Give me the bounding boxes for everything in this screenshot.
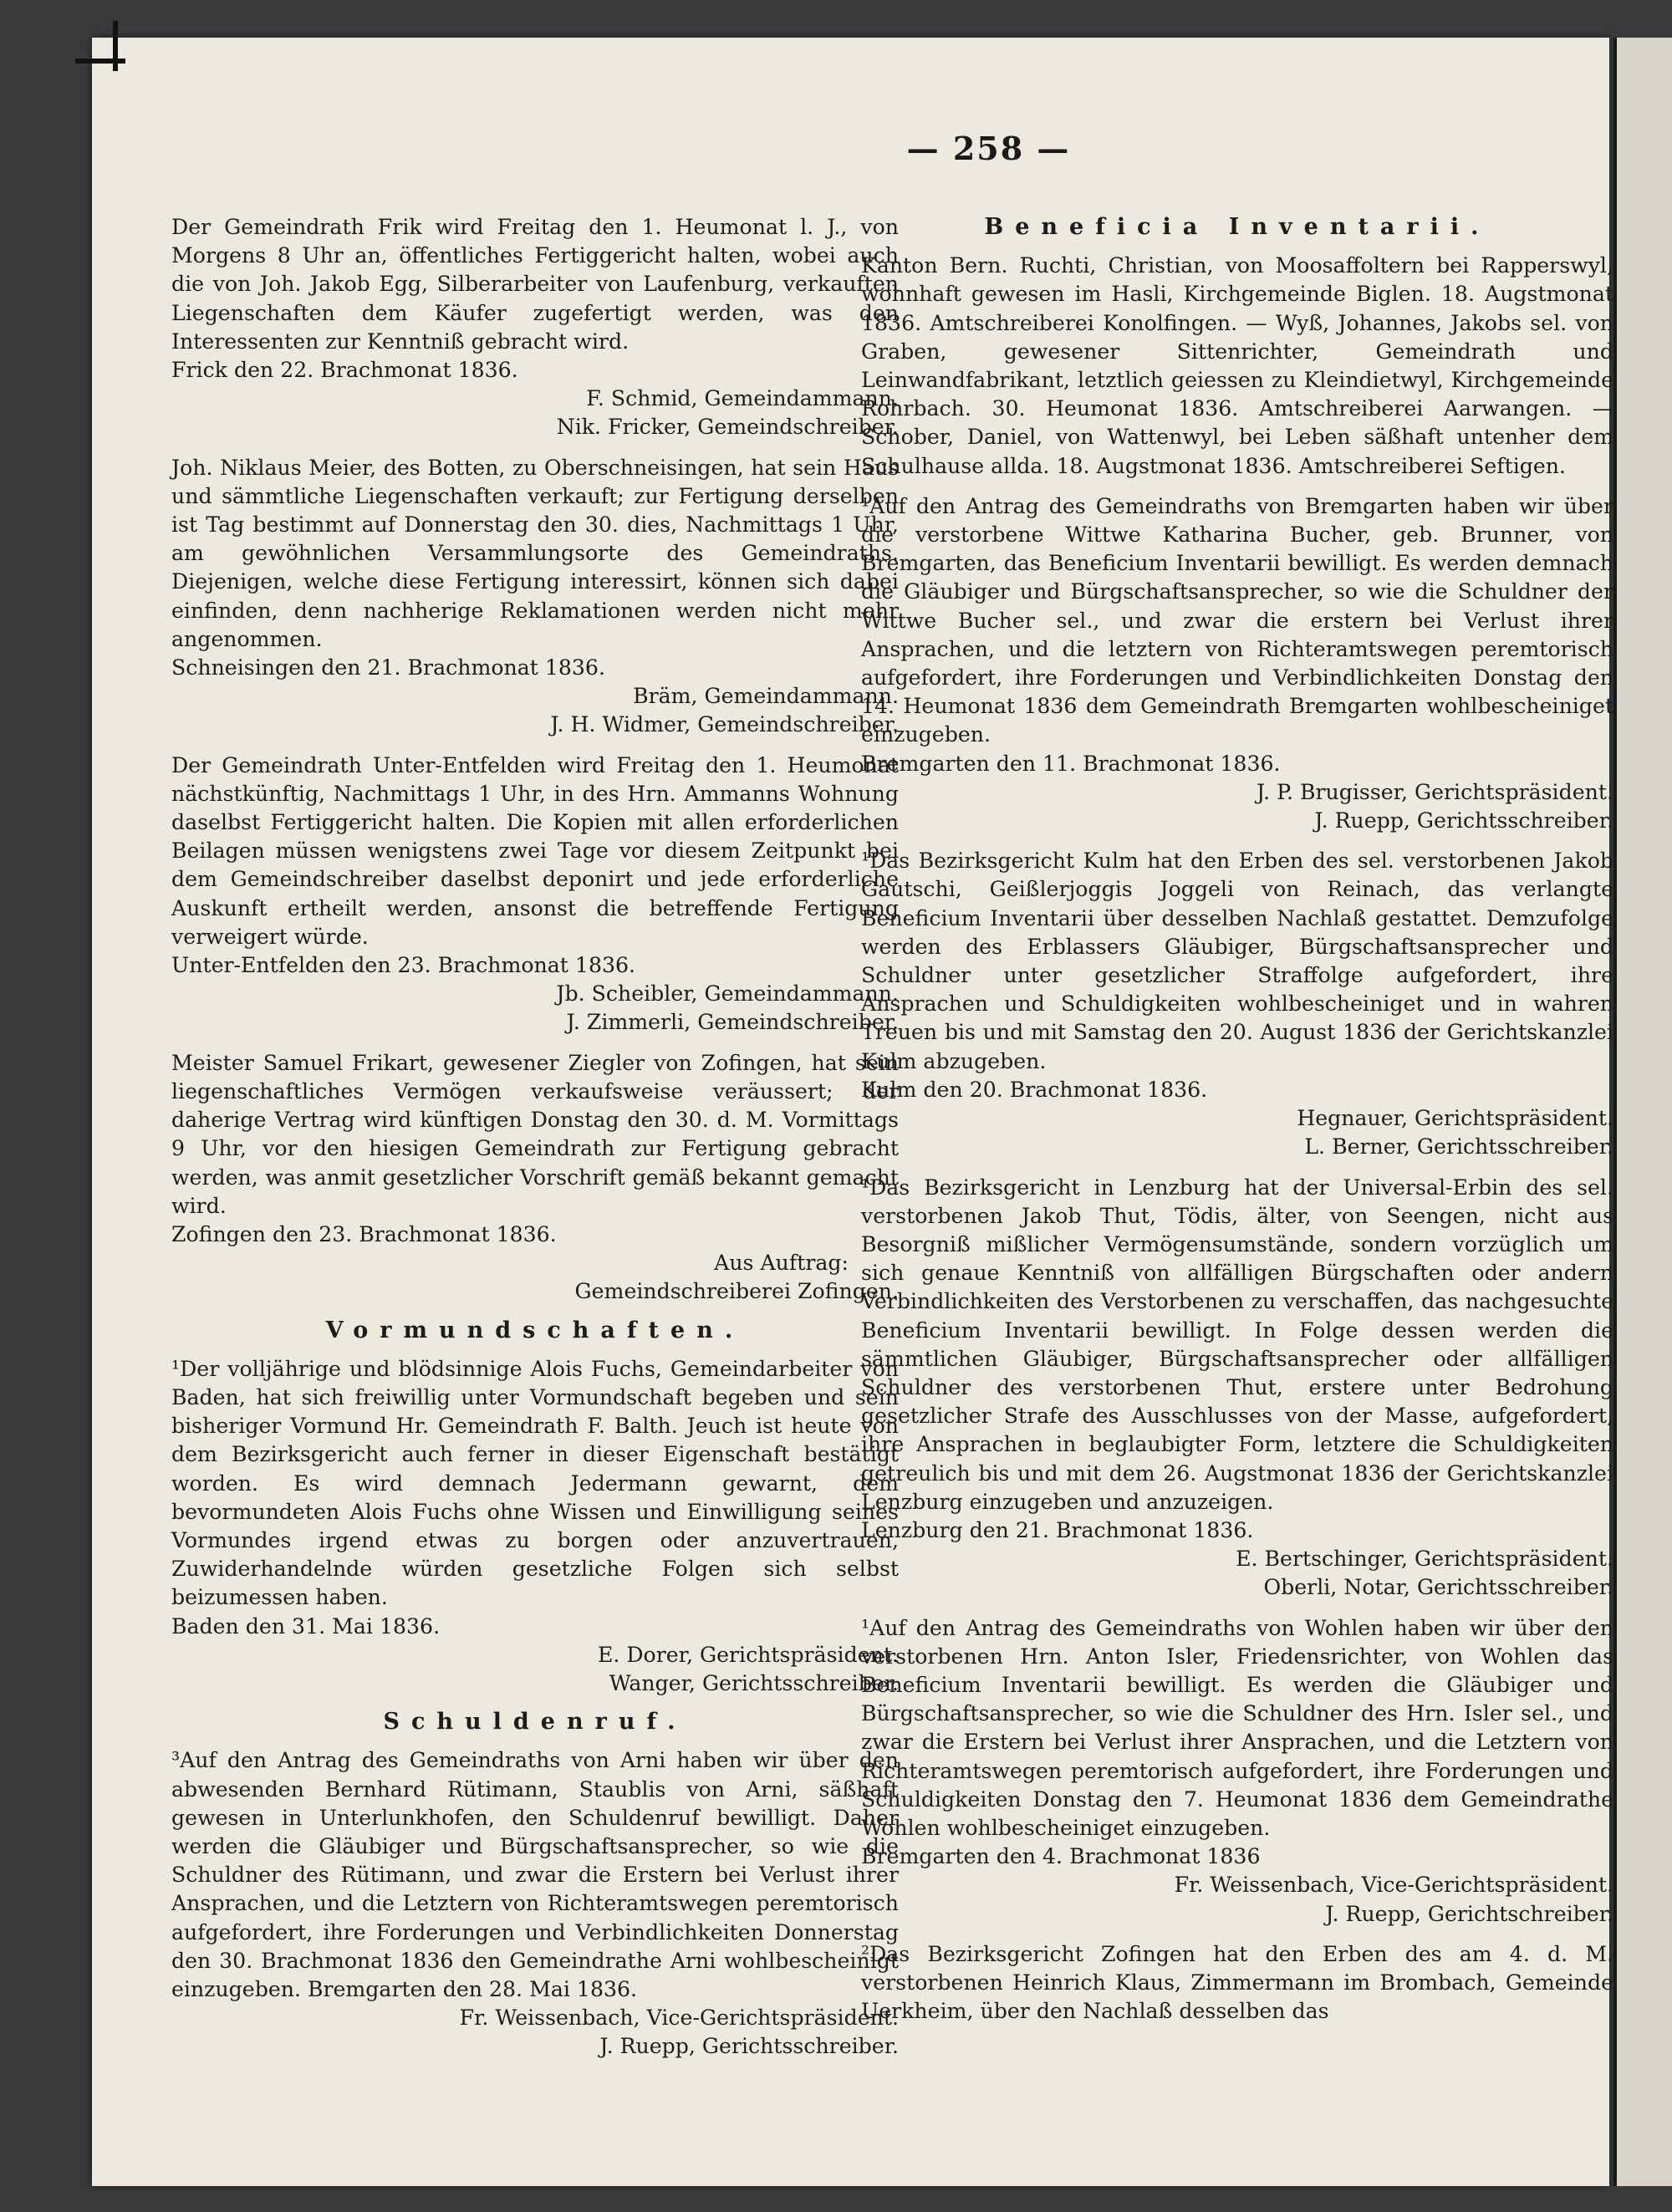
notice-entfelden-signature-2: J. Zimmerli, Gemeindschreiber.: [566, 1010, 899, 1035]
notice-zofingen-place-date: Zofingen den 23. Brachmonat 1836.: [171, 1221, 557, 1246]
notice-gautschi-text: ¹Das Bezirksgericht Kulm hat den Erben des sel. verstorbenen Jakob Gautschi, Geißlerjoggis Joggeli von Reinach, das verlangte Beneficium Inventarii über desselben Nachlaß gestattet. Demzufolge werden des Erblassers Gläubiger, Bürgschaftsansprecher und Schuldner unter gesetzlicher Straffolge aufgefordert, ihre Ansprachen und Schuldigkeiten wohlbescheiniget und in wahren Treuen bis und mit Samstag den 20. August 1836 der Gerichtskanzlei Kulm abzugeben.: [861, 849, 1613, 1073]
notice-zofingen-text: Meister Samuel Frikart, gewesener Ziegler von Zofingen, hat sein liegenschaftliches Vermögen verkaufsweise veräussert; der daherige Vertrag wird künftigen Donstag den 30. d. M. Vormittags 9 Uhr, vor den hiesigen Gemeindrath zur Fertigung gebracht werden, was anmit gesetzlicher Vorschrift gemäß bekannt gemacht wird.: [171, 1050, 899, 1218]
newspaper-page: [92, 38, 1613, 2186]
notice-fuchs-text: ¹Der volljährige und blödsinnige Alois Fuchs, Gemeindarbeiter von Baden, hat sich freiwillig unter Vormundschaft begeben und sein bisheriger Vormund Hr. Gemeindrath F. Balth. Jeuch ist heute von dem Bezirksgericht auch ferner in dieser Eigenschaft bestätigt worden. Es wird demnach Jedermann gewarnt, dem bevormundeten Alois Fuchs ohne Wissen und Einwilligung seines Vormundes irgend etwas zu borgen oder anzuvertrauen, Zuwiderhandelnde würden gesetzliche Folgen sich selbst beizumessen haben.: [171, 1356, 899, 1610]
notice-fuchs-place-date: Baden den 31. Mai 1836.: [171, 1613, 441, 1639]
notice-entfelden-signature-1: Jb. Scheibler, Gemeindammann.: [556, 981, 899, 1007]
notice-ruetimann-text: ³Auf den Antrag des Gemeindraths von Arni haben wir über den abwesenden Bernhard Rütimann, Staublis von Arni, säßhaft gewesen in Unterlunkhofen, den Schuldenruf bewilligt. Daher werden die Gläubiger und Bürgschaftsansprecher, so wie die Schuldner des Rütimann, und zwar die Erstern bei Verlust ihrer Ansprachen, und die Letztern von Richteramtswegen peremtorisch aufgefordert, ihre Forderungen und Verbindlichkeiten Donnerstag den 30. Brachmonat 1836 den Gemeindrathe Arni wohlbescheinigt einzugeben. Bremgarten den 28. Mai 1836.: [171, 1748, 899, 2001]
notice-gautschi-signature-2: L. Berner, Gerichtsschreiber.: [1304, 1134, 1613, 1160]
right-column: [861, 213, 1613, 2026]
notice-fuchs-signature-2: Wanger, Gerichtsschreiber.: [609, 1670, 899, 1695]
notice-ruetimann-signature-1: Fr. Weissenbach, Vice-Gerichtspräsident.: [459, 2006, 899, 2031]
notice-zofingen-signature-2: Gemeindschreiberei Zofingen.: [574, 1279, 899, 1304]
left-column: [171, 213, 899, 2062]
notice-isler-signature-2: J. Ruepp, Gerichtschreiber.: [1325, 1901, 1613, 1926]
notice-gautschi-signature-1: Hegnauer, Gerichtspräsident.: [1297, 1106, 1613, 1131]
notice-entfelden-text: Der Gemeindrath Unter-Entfelden wird Freitag den 1. Heumonat nächstkünftig, Nachmittags 1 Uhr, in des Hrn. Ammanns Wohnung daselbst Fertiggericht halten. Die Kopien mit allen erforderlichen Beilagen müssen wenigstens zwei Tage vor diesem Zeitpunkt bei dem Gemeindschreiber daselbst deponirt und jede erforderliche Auskunft ertheilt werden, ansonst die betreffende Fertigung verweigert würde.: [171, 752, 899, 949]
notice-schneisingen-signature-1: Bräm, Gemeindammann.: [633, 684, 899, 709]
notice-gautschi-place-date: Kulm den 20. Brachmonat 1836.: [861, 1077, 1208, 1102]
page-number: — 258 —: [906, 130, 1071, 167]
section-heading-beneficia: Beneficia Inventarii.: [984, 214, 1491, 240]
notice-ruetimann-signature-2: J. Ruepp, Gerichtsschreiber.: [599, 2034, 899, 2059]
notice-frick-text: Der Gemeindrath Frik wird Freitag den 1. Heumonat l. J., von Morgens 8 Uhr an, öffentliches Fertiggericht halten, wobei auch die von Joh. Jakob Egg, Silberarbeiter von Laufenburg, verkauften Liegenschaften dem Käufer zugefertigt werden, was den Interessenten zur Kenntniß gebracht wird.: [171, 215, 899, 354]
notice-entfelden-place-date: Unter-Entfelden den 23. Brachmonat 1836.: [171, 953, 636, 978]
notice-bucher-signature-1: J. P. Brugisser, Gerichtspräsident.: [1256, 779, 1613, 804]
crop-mark: [75, 59, 125, 64]
notice-thut-signature-1: E. Bertschinger, Gerichtspräsident.: [1236, 1547, 1613, 1572]
notice-schneisingen-text: Joh. Niklaus Meier, des Botten, zu Oberschneisingen, hat sein Haus und sämmtliche Liegenschaften verkauft; zur Fertigung derselben ist Tag bestimmt auf Donnerstag den 30. dies, Nachmittags 1 Uhr, am gewöhnlichen Versammlungsorte des Gemeindraths. Diejenigen, welche diese Fertigung interessirt, können sich dabei einfinden, denn nachherige Reklamationen werden nicht mehr angenommen.: [171, 455, 899, 651]
crop-mark: [113, 21, 118, 71]
notice-zofingen-signature-1: Aus Auftrag:: [714, 1251, 849, 1276]
notice-bucher-place-date: Bremgarten den 11. Brachmonat 1836.: [861, 751, 1281, 776]
adjacent-page-edge: [1613, 38, 1672, 2186]
notice-schneisingen-place-date: Schneisingen den 21. Brachmonat 1836.: [171, 655, 605, 680]
notice-frick-place-date: Frick den 22. Brachmonat 1836.: [171, 358, 518, 383]
notice-frick-signature-1: F. Schmid, Gemeindammann.: [586, 386, 899, 411]
notice-bucher-signature-2: J. Ruepp, Gerichtsschreiber.: [1314, 808, 1613, 833]
notice-thut-signature-2: Oberli, Notar, Gerichtsschreiber.: [1263, 1575, 1613, 1600]
notice-frick-signature-2: Nik. Fricker, Gemeindschreiber.: [556, 415, 899, 440]
notice-bern-text: Kanton Bern. Ruchti, Christian, von Moosaffoltern bei Rapperswyl, wohnhaft gewesen im Hasli, Kirchgemeinde Biglen. 18. Augstmonat 1836. Amtschreiberei Konolfingen. — Wyß, Johannes, Jakobs sel. von Graben, gewesener Sittenrichter, Gemeindrath und Leinwandfabrikant, letztlich geiessen zu Kleindietwyl, Kirchgemeinde Rohrbach. 30. Heumonat 1836. Amtschreiberei Aarwangen. — Schober, Daniel, von Wattenwyl, bei Leben säßhaft untenher dem Schulhause allda. 18. Augstmonat 1836. Amtschreiberei Seftigen.: [861, 253, 1613, 478]
section-heading-schuldenruf: Schuldenruf.: [383, 1709, 687, 1735]
notice-thut-text: ¹Das Bezirksgericht in Lenzburg hat der Universal-Erbin des sel. verstorbenen Jakob Thut, Tödis, älter, von Seengen, nicht aus Besorgniß mißlicher Vermögensumstände, sondern vorzüglich um sich genaue Kenntniß von allfälligen Bürgschaften oder andern Verbindlichkeiten des Verstorbenen zu verschaffen, das nachgesuchte Beneficium Inventarii bewilligt. In Folge dessen werden die sämmtlichen Gläubiger, Bürgschaftsansprecher oder allfälligen Schuldner des verstorbenen Thut, erstere unter Bedrohung gesetzlicher Strafe des Ausschlusses von der Masse, aufgefordert, ihre Ansprachen in beglaubigter Form, letztere die Schuldigkeiten getreulich bis und mit dem 26. Augstmonat 1836 der Gerichtskanzlei Lenzburg einzugeben und anzuzeigen.: [861, 1175, 1613, 1514]
section-heading-vormundschaften: Vormundschaften.: [325, 1317, 745, 1343]
notice-fuchs-signature-1: E. Dorer, Gerichtspräsident.: [597, 1642, 899, 1667]
notice-isler-signature-1: Fr. Weissenbach, Vice-Gerichtspräsident.: [1174, 1873, 1613, 1898]
notice-isler-place-date: Bremgarten den 4. Brachmonat 1836: [861, 1844, 1261, 1869]
notice-schneisingen-signature-2: J. H. Widmer, Gemeindschreiber.: [550, 712, 899, 737]
notice-bucher-text: ¹Auf den Antrag des Gemeindraths von Bremgarten haben wir über die verstorbene Wittwe Katharina Bucher, geb. Brunner, von Bremgarten, das Beneficium Inventarii bewilligt. Es werden demnach die Gläubiger und Bürgschaftsansprecher, so wie die Schuldner der Wittwe Bucher sel., und zwar die erstern bei Verlust ihrer Ansprachen, und die letztern von Richteramtswegen peremtorisch aufgefordert, ihre Forderungen und Verbindlichkeiten Donstag den 14. Heumonat 1836 dem Gemeindrath Bremgarten wohlbescheiniget einzugeben.: [861, 493, 1613, 747]
notice-isler-text: ¹Auf den Antrag des Gemeindraths von Wohlen haben wir über den verstorbenen Hrn. Anton Isler, Friedensrichter, von Wohlen das Beneficium Inventarii bewilligt. Es werden die Gläubiger und Bürgschaftsansprecher, so wie die Schuldner des Hrn. Isler sel., und zwar die Erstern bei Verlust ihrer Ansprachen, und die Letztern von Richteramtswegen peremtorisch aufgefordert, ihre Forderungen und Schuldigkeiten Donstag den 7. Heumonat 1836 dem Gemeindrathe Wohlen wohlbescheiniget einzugeben.: [861, 1615, 1613, 1840]
notice-thut-place-date: Lenzburg den 21. Brachmonat 1836.: [861, 1517, 1254, 1542]
notice-klaus-text: ²Das Bezirksgericht Zofingen hat den Erben des am 4. d. M. verstorbenen Heinrich Klaus, Zimmermann im Brombach, Gemeinde Uerkheim, über den Nachlaß desselben das: [861, 1941, 1613, 2024]
